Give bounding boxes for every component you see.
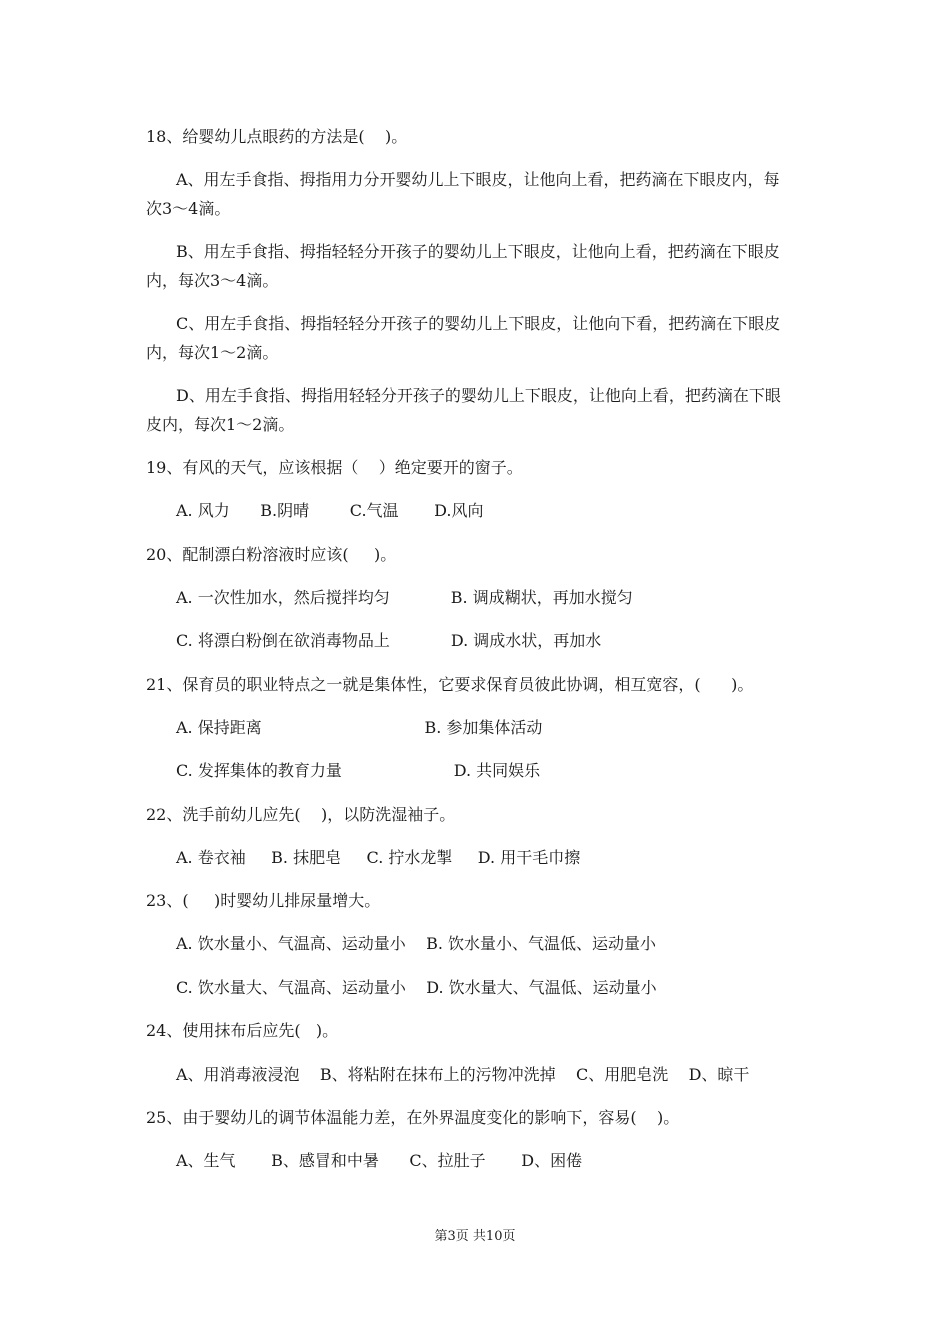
q18-option-b-line1: B、用左手食指、拇指轻轻分开孩子的婴幼儿上下眼皮，让他向上看，把药滴在下眼皮	[176, 242, 780, 261]
q18-option-d-line2: 皮内，每次1～2滴。	[146, 415, 295, 434]
q19-stem: 19、有风的天气，应该根据（ ）绝定要开的窗子。	[146, 458, 523, 477]
q18-option-a-line1: A、用左手食指、拇指用力分开婴幼儿上下眼皮，让他向上看，把药滴在下眼皮内，每	[176, 170, 780, 189]
q22-options: A. 卷衣袖 B. 抹肥皂 C. 拧水龙掣 D. 用干毛巾擦	[176, 848, 581, 867]
q25-options: A、生气 B、感冒和中暑 C、拉肚子 D、困倦	[176, 1151, 583, 1170]
q18-option-b-line2: 内，每次3～4滴。	[146, 271, 279, 290]
q18-option-c-line2: 内，每次1～2滴。	[146, 343, 279, 362]
q23-stem: 23、( )时婴幼儿排尿量增大。	[146, 891, 381, 910]
q24-options: A、用消毒液浸泡 B、将粘附在抹布上的污物冲洗掉 C、用肥皂洗 D、晾干	[176, 1065, 750, 1084]
q19-options: A. 风力 B.阴晴 C.气温 D.风向	[176, 501, 484, 520]
q18-option-a-line2: 次3～4滴。	[146, 199, 231, 218]
q20-options-row1: A. 一次性加水，然后搅拌均匀 B. 调成糊状，再加水搅匀	[176, 588, 633, 607]
q21-options-row1: A. 保持距离 B. 参加集体活动	[176, 718, 543, 737]
q23-options-row1: A. 饮水量小、气温高、运动量小 B. 饮水量小、气温低、运动量小	[176, 934, 657, 953]
page-number: 第3页 共10页	[434, 1229, 516, 1244]
q25-stem: 25、由于婴幼儿的调节体温能力差，在外界温度变化的影响下，容易( )。	[146, 1108, 680, 1127]
q24-stem: 24、使用抹布后应先( )。	[146, 1021, 339, 1040]
q21-stem: 21、保育员的职业特点之一就是集体性，它要求保育员彼此协调，相互宽容，( )。	[146, 675, 754, 694]
q20-stem: 20、配制漂白粉溶液时应该( )。	[146, 545, 397, 564]
q18-option-c-line1: C、用左手食指、拇指轻轻分开孩子的婴幼儿上下眼皮，让他向下看，把药滴在下眼皮	[176, 314, 781, 333]
q20-options-row2: C. 将漂白粉倒在欲消毒物品上 D. 调成水状，再加水	[176, 631, 602, 650]
q18-stem: 18、给婴幼儿点眼药的方法是( )。	[146, 127, 408, 146]
q23-options-row2: C. 饮水量大、气温高、运动量小 D. 饮水量大、气温低、运动量小	[176, 978, 657, 997]
q21-options-row2: C. 发挥集体的教育力量 D. 共同娱乐	[176, 761, 541, 780]
q18-option-d-line1: D、用左手食指、拇指用轻轻分开孩子的婴幼儿上下眼皮，让他向上看，把药滴在下眼	[176, 386, 781, 405]
q22-stem: 22、洗手前幼儿应先( )，以防洗湿袖子。	[146, 805, 456, 824]
